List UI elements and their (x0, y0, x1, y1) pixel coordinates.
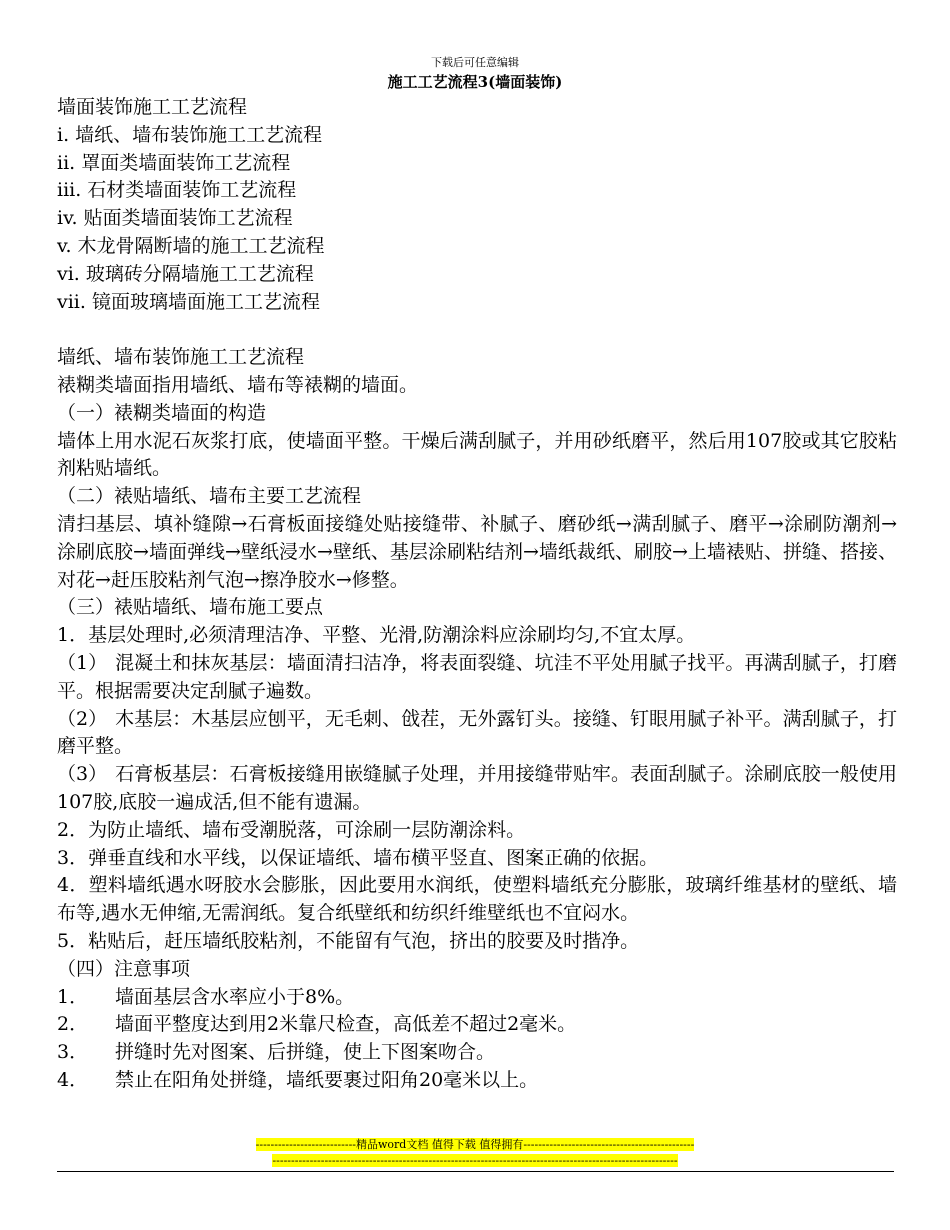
part2-heading: （二）裱贴墙纸、墙布主要工艺流程 (57, 485, 362, 508)
sub-point-1 (57, 650, 897, 706)
note-item (57, 1067, 897, 1095)
note-text: 墙面平整度达到用2米靠尺检查，高低差不超过2毫米。 (115, 1013, 577, 1036)
document-title: 施工工艺流程3(墙面装饰) (387, 73, 563, 91)
sub-point-text: 木基层：木基层应刨平，无毛刺、戗茬，无外露钉头。接缝、钉眼用腻子补平。满刮腻子，打磨平整。 (57, 707, 897, 758)
part2-paragraph: 清扫基层、填补缝隙→石膏板面接缝处贴接缝带、补腻子、磨砂纸→满刮腻子、磨平→涂刷防潮剂→涂刷底胶→墙面弹线→壁纸浸水→壁纸、基层涂刷粘结剂→墙纸裁纸、刷胶→上墙裱贴、拼缝、搭接、对花→赶压胶粘剂气泡→擦净胶水→修整。 (57, 512, 897, 591)
footer-banner (0, 1137, 950, 1169)
sub-point-text: 混凝土和抹灰基层：墙面清扫洁净，将表面裂缝、坑洼不平处用腻子找平。再满刮腻子，打磨平。根据需要决定刮腻子遍数。 (57, 651, 897, 702)
footer-rule (57, 1171, 894, 1172)
note-item (57, 1011, 897, 1039)
part4-heading: （四）注意事项 (57, 957, 191, 980)
note-item (57, 1039, 897, 1067)
sub-point-2 (57, 706, 897, 762)
point-3: 3．弹垂直线和水平线，以保证墙纸、墙布横平竖直、图案正确的依据。 (57, 846, 659, 869)
point-5: 5．粘贴后，赶压墙纸胶粘剂，不能留有气泡，挤出的胶要及时揩净。 (57, 929, 640, 952)
sub-point-number: （3） (57, 763, 108, 786)
note-item (57, 984, 897, 1012)
toc-item: vii. 镜面玻璃墙面施工工艺流程 (57, 290, 320, 313)
point-4: 4．塑料墙纸遇水呀胶水会膨胀，因此要用水润纸，使塑料墙纸充分膨胀，玻璃纤维基材的壁纸、墙布等,遇水无伸缩,无需润纸。复合纸壁纸和纺织纤维壁纸也不宜闷水。 (57, 874, 897, 925)
note-number: 2． (57, 1013, 89, 1036)
toc-item: v. 木龙骨隔断墙的施工工艺流程 (57, 234, 325, 257)
note-number: 4． (57, 1068, 89, 1091)
toc-item: vi. 玻璃砖分隔墙施工工艺流程 (57, 262, 314, 285)
point-1: 1．基层处理时,必须清理洁净、平整、光滑,防潮涂料应涂刷均匀,不宜太厚。 (57, 624, 696, 647)
part3-heading: （三）裱贴墙纸、墙布施工要点 (57, 596, 324, 619)
document-body (57, 94, 897, 1095)
sub-point-text: 石膏板基层：石膏板接缝用嵌缝腻子处理，并用接缝带贴牢。表面刮腻子。涂刷底胶一般使用107胶,底胶一遍成活,但不能有遗漏。 (57, 763, 897, 813)
blank-line (57, 316, 897, 344)
footer-banner-line: ------------------------------------------------------------------------------------------------------------- (272, 1154, 678, 1167)
section-intro: 裱糊类墙面指用墙纸、墙布等裱糊的墙面。 (57, 373, 419, 396)
section-heading: 墙纸、墙布装饰施工工艺流程 (57, 346, 305, 369)
toc-heading: 墙面装饰施工工艺流程 (57, 96, 248, 118)
part1-heading: （一）裱糊类墙面的构造 (57, 401, 267, 424)
note-text: 拼缝时先对图案、后拼缝，使上下图案吻合。 (115, 1041, 496, 1064)
part1-paragraph: 墙体上用水泥石灰浆打底，使墙面平整。干燥后满刮腻子，并用砂纸磨平，然后用107胶或其它胶粘剂粘贴墙纸。 (57, 429, 897, 480)
footer-banner-line: ---------------------------精品word文档 值得下载 值得拥有---------------------------------------------- (255, 1138, 695, 1151)
toc-item: i. 墙纸、墙布装饰施工工艺流程 (57, 123, 323, 146)
note-number: 3． (57, 1041, 89, 1064)
toc-item: ii. 罩面类墙面装饰工艺流程 (57, 151, 291, 174)
note-text: 禁止在阳角处拼缝，墙纸要裹过阳角20毫米以上。 (115, 1068, 539, 1091)
note-text: 墙面基层含水率应小于8%。 (115, 985, 355, 1008)
point-2: 2．为防止墙纸、墙布受潮脱落，可涂刷一层防潮涂料。 (57, 818, 526, 841)
toc-item: iv. 贴面类墙面装饰工艺流程 (57, 207, 293, 230)
toc-item: iii. 石材类墙面装饰工艺流程 (57, 179, 297, 202)
sub-point-3 (57, 761, 897, 817)
note-number: 1． (57, 985, 89, 1008)
sub-point-number: （1） (57, 651, 108, 674)
header-note: 下载后可任意编辑 (431, 56, 519, 69)
sub-point-number: （2） (57, 707, 108, 730)
